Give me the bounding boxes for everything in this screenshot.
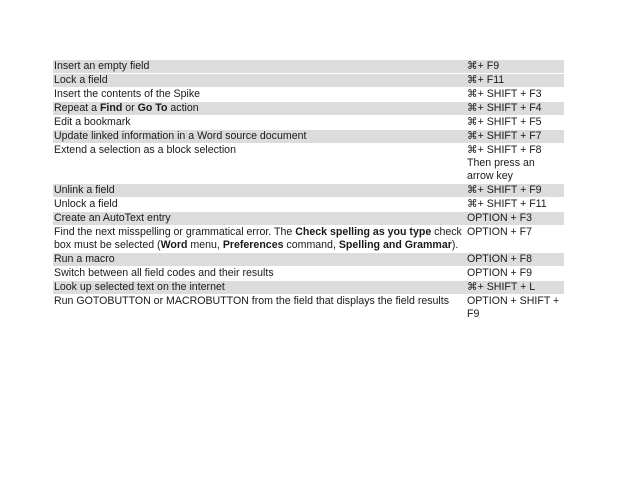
action-text: ). (451, 239, 459, 251)
table-row (53, 102, 564, 116)
action-cell: Insert the contents of the Spike (53, 88, 465, 102)
action-cell: Switch between all field codes and their results (53, 267, 465, 281)
action-cell: Insert an empty field (53, 60, 465, 74)
action-text: check box must be selected ( (54, 226, 462, 251)
table-row (53, 144, 564, 184)
shortcut-cell: ⌘+ SHIFT + F8 Then press an arrow key (465, 144, 564, 184)
shortcut-cell: OPTION + F8 (465, 253, 564, 267)
action-cell: Unlink a field (53, 184, 465, 198)
shortcut-table (53, 59, 564, 321)
shortcut-cell: ⌘+ SHIFT + L (465, 281, 564, 295)
shortcut-cell: ⌘+ F9 (465, 60, 564, 74)
action-cell: Update linked information in a Word source document (53, 130, 465, 144)
action-text-bold: Word (160, 239, 188, 251)
shortcut-cell: ⌘+ SHIFT + F9 (465, 184, 564, 198)
action-cell: Extend a selection as a block selection (53, 144, 465, 184)
action-cell: Lock a field (53, 74, 465, 88)
table-row (53, 184, 564, 198)
action-text-bold: Preferences (222, 239, 284, 251)
shortcut-cell: ⌘+ SHIFT + F7 (465, 130, 564, 144)
shortcut-cell: ⌘+ F11 (465, 74, 564, 88)
action-text-bold: Go To (137, 102, 168, 114)
shortcut-cell: ⌘+ SHIFT + F11 (465, 198, 564, 212)
action-cell (53, 226, 465, 253)
table-row (53, 74, 564, 88)
table-row (53, 60, 564, 74)
action-text: Repeat a (54, 102, 100, 114)
action-cell: Run GOTOBUTTON or MACROBUTTON from the field that displays the field results (53, 295, 465, 322)
shortcut-cell: OPTION + SHIFT + F9 (465, 295, 564, 322)
action-text-bold: Check spelling as you type (295, 226, 432, 238)
shortcut-cell: ⌘+ SHIFT + F5 (465, 116, 564, 130)
table-row (53, 253, 564, 267)
action-text-bold: Spelling and Grammar (338, 239, 452, 251)
action-cell: Run a macro (53, 253, 465, 267)
shortcut-cell: ⌘+ SHIFT + F4 (465, 102, 564, 116)
table-row (53, 212, 564, 226)
action-text: or (122, 102, 138, 114)
shortcut-table-body (53, 60, 564, 322)
action-text: Find the next misspelling or grammatical error. The (54, 226, 296, 238)
table-row (53, 281, 564, 295)
table-row (53, 198, 564, 212)
action-cell: Look up selected text on the internet (53, 281, 465, 295)
action-cell: Create an AutoText entry (53, 212, 465, 226)
shortcut-cell: OPTION + F9 (465, 267, 564, 281)
action-cell (53, 102, 465, 116)
table-row (53, 116, 564, 130)
table-row (53, 130, 564, 144)
action-cell: Edit a bookmark (53, 116, 465, 130)
shortcut-cell: OPTION + F3 (465, 212, 564, 226)
document-page (53, 59, 564, 321)
action-text: command, (283, 239, 339, 251)
table-row (53, 267, 564, 281)
table-row (53, 88, 564, 102)
table-row (53, 226, 564, 253)
shortcut-cell: ⌘+ SHIFT + F3 (465, 88, 564, 102)
action-text: menu, (187, 239, 223, 251)
action-text-bold: Find (99, 102, 123, 114)
table-row (53, 295, 564, 322)
action-cell: Unlock a field (53, 198, 465, 212)
shortcut-cell: OPTION + F7 (465, 226, 564, 253)
action-text: action (167, 102, 199, 114)
